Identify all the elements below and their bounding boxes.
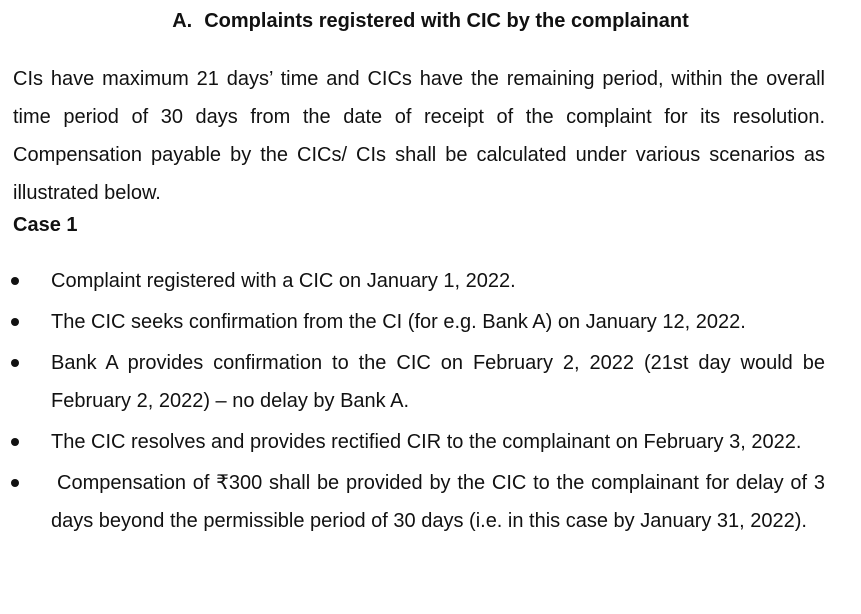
list-item <box>0 303 825 341</box>
bullet-icon <box>11 359 19 367</box>
intro-paragraph: CIs have maximum 21 days’ time and CICs have the remaining period, within the overall time period of 30 days from the date of receipt of the complaint for its resolution. Compensation payable by the CICs/ CIs shall be calculated under various scenarios as illustrated below. <box>13 68 825 204</box>
section-heading <box>0 8 861 34</box>
list-item-text: Complaint registered with a CIC on January 1, 2022. <box>51 270 516 292</box>
section-title: Complaints registered with CIC by the complainant <box>204 10 689 32</box>
list-item-text: Bank A provides confirmation to the CIC on February 2, 2022 (21st day would be February 2, 2022) – no delay by Bank A. <box>51 352 825 412</box>
list-item-text: The CIC seeks confirmation from the CI (for e.g. Bank A) on January 12, 2022. <box>51 311 746 333</box>
bullet-icon <box>11 479 19 487</box>
list-item <box>0 423 825 461</box>
case-bullet-list <box>0 262 861 543</box>
list-item-text: Compensation of ₹300 shall be provided by the CIC to the complainant for delay of 3 days beyond the permissible period of 30 days (i.e. in this case by January 31, 2022). <box>51 472 825 532</box>
case-title: Case 1 <box>13 214 78 236</box>
list-item <box>0 344 825 420</box>
list-item-text: The CIC resolves and provides rectified CIR to the complainant on February 3, 2022. <box>51 431 802 453</box>
bullet-icon <box>11 438 19 446</box>
section-letter: A. <box>172 10 193 32</box>
list-item <box>0 464 825 540</box>
bullet-icon <box>11 318 19 326</box>
bullet-icon <box>11 277 19 285</box>
list-item <box>0 262 825 300</box>
